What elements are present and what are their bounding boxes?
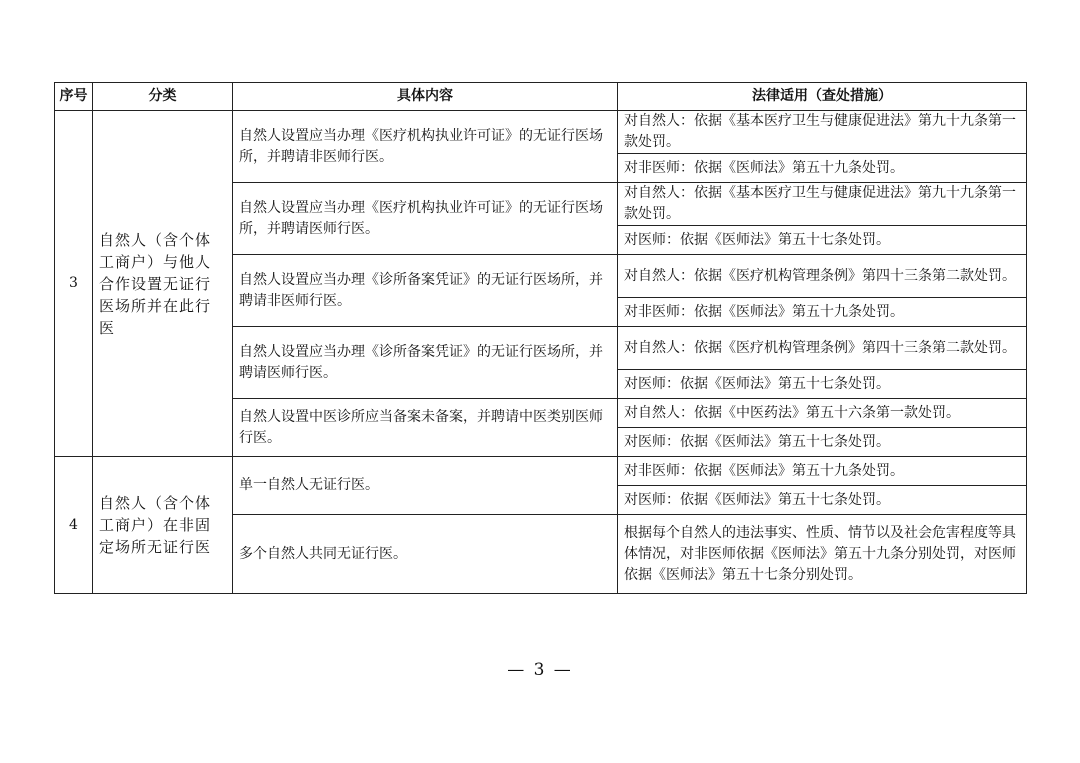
page-number: — 3 — xyxy=(507,660,573,680)
content-cell: 自然人设置应当办理《诊所备案凭证》的无证行医场所，并聘请医师行医。 xyxy=(233,327,618,399)
table-row xyxy=(55,457,1027,486)
law-cell: 对医师：依据《医师法》第五十七条处罚。 xyxy=(618,226,1027,255)
row-number: 4 xyxy=(55,457,93,594)
law-cell: 对非医师：依据《医师法》第五十九条处罚。 xyxy=(618,154,1027,183)
content-cell: 自然人设置应当办理《医疗机构执业许可证》的无证行医场所，并聘请医师行医。 xyxy=(233,183,618,255)
law-cell: 对自然人：依据《医疗机构管理条例》第四十三条第二款处罚。 xyxy=(618,327,1027,370)
law-cell: 对自然人：依据《基本医疗卫生与健康促进法》第九十九条第一款处罚。 xyxy=(618,183,1027,226)
content-cell: 多个自然人共同无证行医。 xyxy=(233,515,618,594)
law-cell: 对非医师：依据《医师法》第五十九条处罚。 xyxy=(618,457,1027,486)
law-cell: 对自然人：依据《基本医疗卫生与健康促进法》第九十九条第一款处罚。 xyxy=(618,111,1027,154)
header-content: 具体内容 xyxy=(233,83,618,111)
content-cell: 单一自然人无证行医。 xyxy=(233,457,618,515)
header-law: 法律适用（查处措施） xyxy=(618,83,1027,111)
law-cell: 对医师：依据《医师法》第五十七条处罚。 xyxy=(618,370,1027,399)
category-cell: 自然人（含个体工商户）与他人合作设置无证行医场所并在此行医 xyxy=(93,111,233,457)
law-cell: 对医师：依据《医师法》第五十七条处罚。 xyxy=(618,428,1027,457)
header-no: 序号 xyxy=(55,83,93,111)
law-cell: 对自然人：依据《医疗机构管理条例》第四十三条第二款处罚。 xyxy=(618,255,1027,298)
law-cell: 对自然人：依据《中医药法》第五十六条第一款处罚。 xyxy=(618,399,1027,428)
table-row xyxy=(55,111,1027,154)
content-cell: 自然人设置中医诊所应当备案未备案，并聘请中医类别医师行医。 xyxy=(233,399,618,457)
law-cell: 根据每个自然人的违法事实、性质、情节以及社会危害程度等具体情况，对非医师依据《医师法》第五十九条分别处罚，对医师依据《医师法》第五十七条分别处罚。 xyxy=(618,515,1027,594)
law-cell: 对非医师：依据《医师法》第五十九条处罚。 xyxy=(618,298,1027,327)
content-cell: 自然人设置应当办理《医疗机构执业许可证》的无证行医场所，并聘请非医师行医。 xyxy=(233,111,618,183)
table-header-row xyxy=(55,83,1027,111)
header-category: 分类 xyxy=(93,83,233,111)
row-number: 3 xyxy=(55,111,93,457)
law-cell: 对医师：依据《医师法》第五十七条处罚。 xyxy=(618,486,1027,515)
category-cell: 自然人（含个体工商户）在非固定场所无证行医 xyxy=(93,457,233,594)
content-cell: 自然人设置应当办理《诊所备案凭证》的无证行医场所，并聘请非医师行医。 xyxy=(233,255,618,327)
regulation-table xyxy=(54,82,1027,594)
